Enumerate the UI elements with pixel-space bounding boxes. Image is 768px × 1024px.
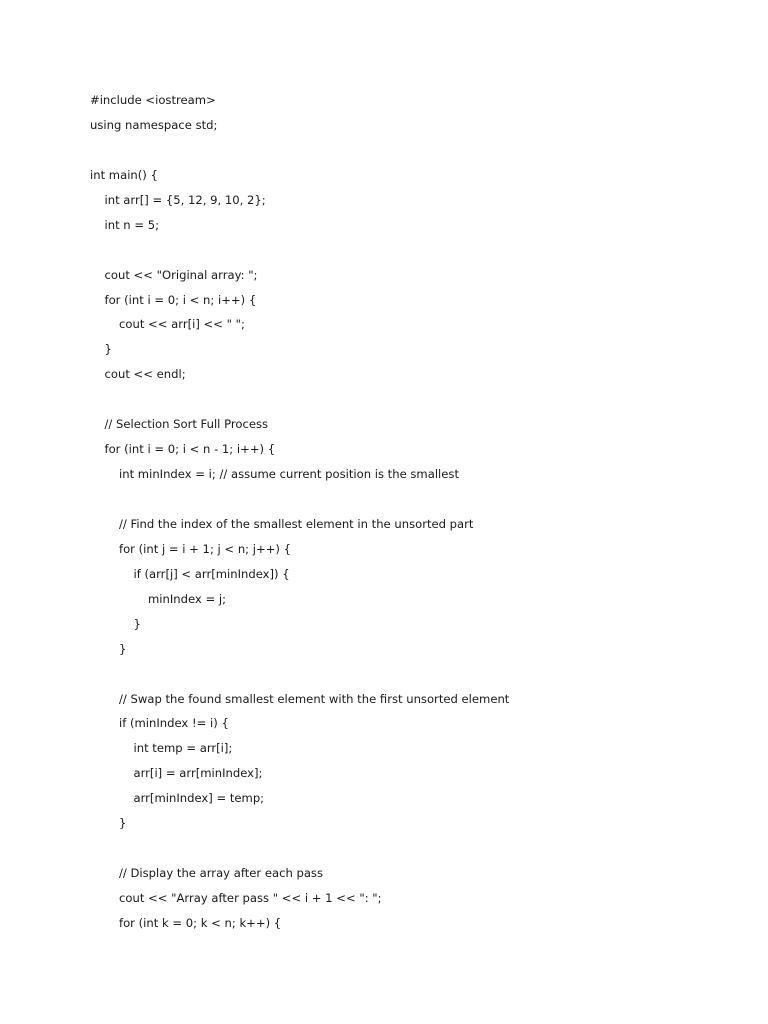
code-line: // Display the array after each pass: [119, 866, 324, 881]
code-line: for (int j = i + 1; j < n; j++) {: [119, 541, 292, 556]
code-line: for (int i = 0; i < n - 1; i++) {: [104, 442, 276, 457]
blank-line: [90, 387, 748, 412]
blank-line: [90, 836, 748, 861]
blank-line: [90, 138, 748, 163]
blank-line: [90, 487, 748, 512]
code-line: // Selection Sort Full Process: [104, 417, 269, 432]
code-line: // Find the index of the smallest element in the unsorted part: [119, 516, 474, 531]
code-line: int arr[] = {5, 12, 9, 10, 2};: [104, 192, 266, 207]
code-line: }: [119, 641, 127, 656]
code-line: if (minIndex != i) {: [119, 716, 229, 731]
code-listing: [90, 88, 748, 936]
code-line: using namespace std;: [90, 117, 218, 132]
code-line: int temp = arr[i];: [133, 741, 233, 756]
code-line: }: [133, 616, 141, 631]
code-line: int main() {: [90, 167, 158, 182]
code-line: // Swap the found smallest element with the first unsorted element: [119, 691, 510, 706]
code-line: cout << endl;: [104, 367, 186, 382]
code-line: int n = 5;: [104, 217, 160, 232]
code-line: arr[i] = arr[minIndex];: [133, 766, 263, 781]
code-line: minIndex = j;: [148, 591, 226, 606]
blank-line: [90, 238, 748, 263]
code-line: cout << arr[i] << " ";: [119, 317, 245, 332]
blank-line: [90, 662, 748, 687]
code-line: #include <iostream>: [90, 93, 216, 107]
code-line: }: [104, 342, 112, 357]
code-line: if (arr[j] < arr[minIndex]) {: [133, 566, 290, 581]
code-line: for (int k = 0; k < n; k++) {: [119, 915, 282, 930]
code-line: for (int i = 0; i < n; i++) {: [104, 292, 257, 307]
code-line: }: [119, 816, 127, 831]
code-line: int minIndex = i; // assume current position is the smallest: [119, 467, 459, 482]
code-line: cout << "Array after pass " << i + 1 << ": ";: [119, 891, 382, 905]
code-line: arr[minIndex] = temp;: [133, 791, 265, 806]
code-line: cout << "Original array: ";: [104, 267, 258, 282]
